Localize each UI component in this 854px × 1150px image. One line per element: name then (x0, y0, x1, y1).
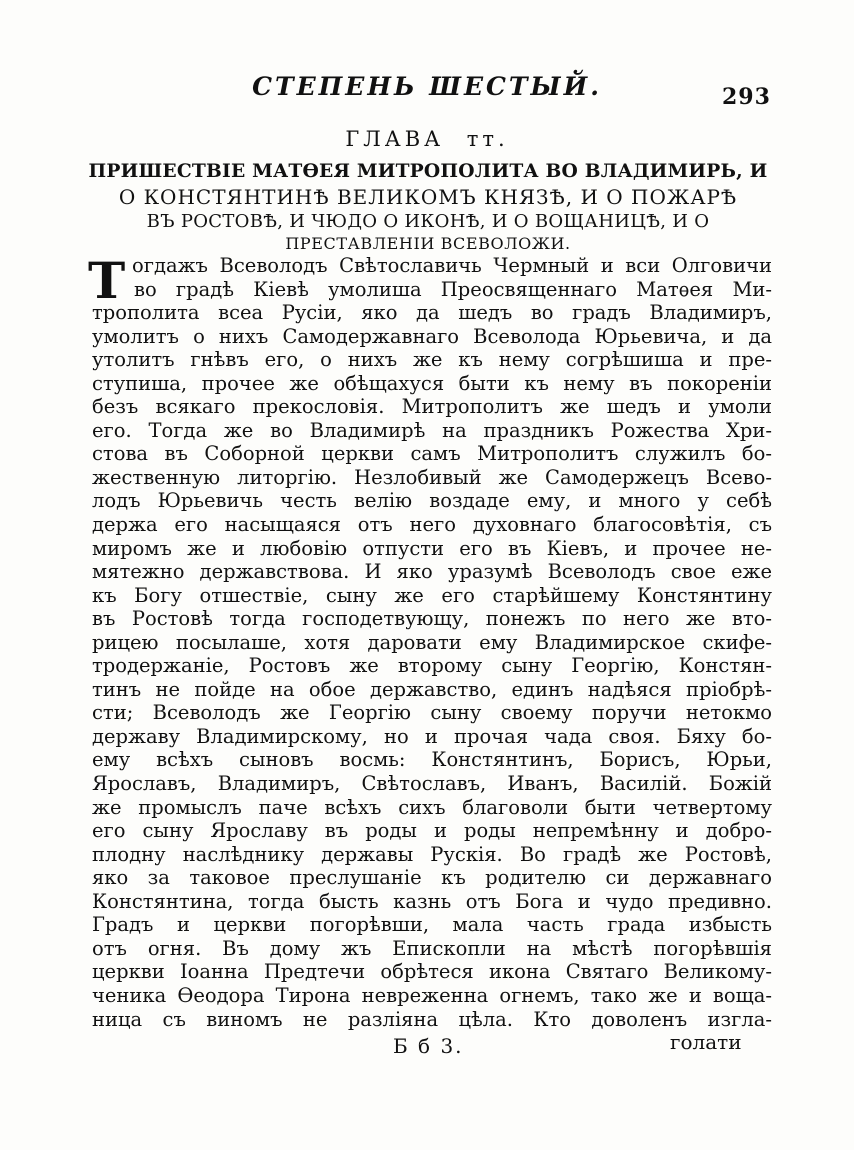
drop-cap: Т (88, 251, 126, 310)
running-title: СТЕПЕНЬ ШЕСТЫЙ. (252, 72, 602, 101)
chapter-title-line: ПРИШЕСТВІЕ МАТѲЕЯ МИТРОПОЛИТА ВО ВЛАДИМИРЬ, И (88, 160, 768, 182)
text-line: Констянтина, тогда бысть казнь отъ Бога и чудо предивно. (92, 889, 772, 913)
text-line: Градъ и церкви погорѣвши, мала часть града избысть (92, 913, 772, 937)
text-line: во градѣ Кіевѣ умолиша Преосвященнаго Матѳея Ми- (134, 277, 772, 301)
catchword: голати (670, 1030, 742, 1054)
text-line: отъ огня. Въ дому жъ Епископли на мѣстѣ погорѣвшія (92, 936, 772, 960)
text-line: къ Богу отшествіе, сыну же его старѣйшему Констянтину (92, 583, 772, 607)
text-lines (92, 254, 772, 1031)
text-line: ступиша, прочее же обѣщахуся быти къ нему въ покореніи (92, 371, 772, 395)
text-line: церкви Іоанна Предтечи обрѣтеся икона Святаго Великому- (92, 960, 772, 984)
text-line: плодну наслѣднику державы Рускія. Во градѣ же Ростовѣ, (92, 842, 772, 866)
text-line: его. Тогда же во Владимирѣ на праздникъ Рожества Хри- (92, 418, 772, 442)
chapter-title-line: ПРЕСТАВЛЕНІИ ВСЕВОЛОЖИ. (285, 234, 571, 253)
text-line: миромъ же и любовію отпусти его въ Кіевъ, и прочее не- (92, 536, 772, 560)
text-line: стова въ Соборной церкви самъ Митрополитъ служилъ бо- (92, 442, 772, 466)
text-line: ченика Ѳеодора Тирона невреженна огнемъ, тако же и воща- (92, 983, 772, 1007)
text-line: утолитъ гнѣвъ его, о нихъ же къ нему согрѣшиша и пре- (92, 348, 772, 372)
text-line: яко за таковое преслушаніе къ родителю си державнаго (92, 866, 772, 890)
body-text (88, 251, 772, 1031)
text-line: ница съ виномъ не разліяна цѣла. Кто доволенъ изгла- (92, 1007, 772, 1031)
text-line: его сыну Ярославу въ роды и роды непремѣнну и добро- (92, 819, 772, 843)
chapter-heading (0, 127, 854, 151)
text-line: безъ всякаго прекословія. Митрополитъ же шедъ и умоли (92, 395, 772, 419)
chapter-title-line: ВЪ РОСТОВѢ, И ЧЮДО О ИКОНѢ, И О ВОЩАНИЦѢ, И О (146, 211, 710, 232)
signature-mark: Б б 3. (393, 1034, 464, 1058)
text-line: рицею посылаше, хотя даровати ему Владимирское скифе- (92, 630, 772, 654)
chapter-title-line: О КОНСТЯНТИНѢ ВЕЛИКОМЪ КНЯЗѢ, И О ПОЖАРѢ (118, 185, 738, 209)
text-line: же промыслъ паче всѣхъ сихъ благоволи быти четвертому (92, 795, 772, 819)
text-line: лодъ Юрьевичь честь велію воздаде ему, и много у себѣ (92, 489, 772, 513)
text-line: въ Ростовѣ тогда господетвующу, понежъ по него же вто- (92, 607, 772, 631)
text-line: ему всѣхъ сыновъ восмь: Констянтинъ, Борисъ, Юрьи, (92, 748, 772, 772)
text-line: сти; Всеволодъ же Георгію сыну своему поручи нетокмо (92, 701, 772, 725)
chapter-number: тт. (466, 127, 509, 151)
text-line: умолитъ о нихъ Самодержавнаго Всеволода Юрьевича, и да (92, 324, 772, 348)
text-line: жественную литоргію. Незлобивый же Самодержецъ Всево- (92, 465, 772, 489)
page-number: 293 (722, 84, 771, 110)
text-line: мятежно державствова. И яко уразумѣ Всеволодъ свое еже (92, 560, 772, 584)
text-line: тинъ не пойде на обое державство, единъ надѣяся пріобрѣ- (92, 677, 772, 701)
text-line: Ярославъ, Владимиръ, Свѣтославъ, Иванъ, Василій. Божій (92, 772, 772, 796)
text-line: держа его насыщаяся отъ него духовнаго благосовѣтія, съ (92, 513, 772, 537)
text-line: огдажъ Всеволодъ Свѣтославичь Чермный и вси Олговичи (132, 254, 772, 277)
chapter-label: ГЛАВА (345, 127, 445, 151)
text-line: державу Владимирскому, но и прочая чада своя. Бяху бо- (92, 724, 772, 748)
text-line: тродержаніе, Ростовъ же второму сыну Георгію, Констян- (92, 654, 772, 678)
text-line: трополита всеа Русіи, яко да шедъ во градъ Владимиръ, (92, 301, 772, 325)
chapter-title (88, 158, 768, 254)
